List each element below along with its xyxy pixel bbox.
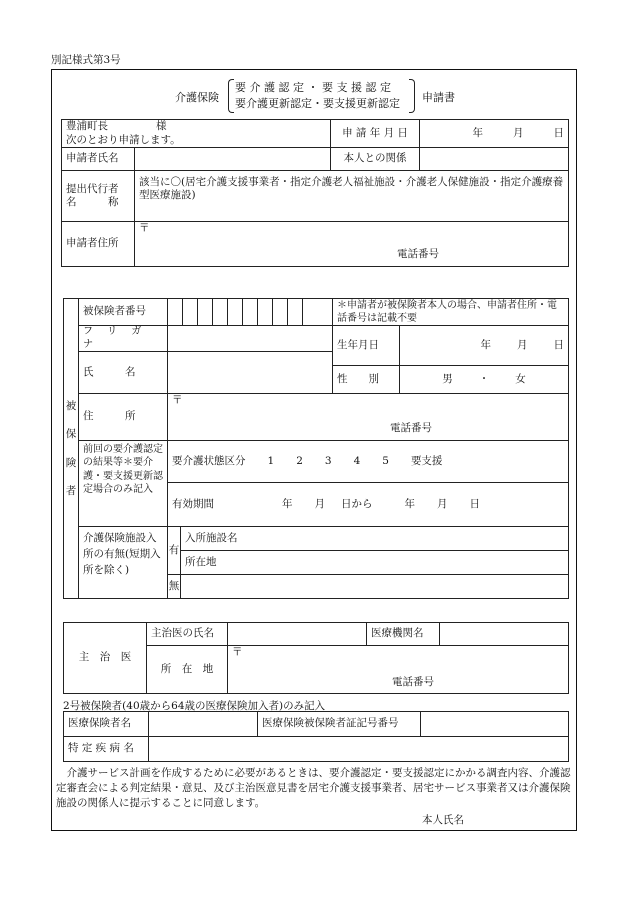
facility-name-label[interactable]: 入所施設名 bbox=[181, 527, 569, 551]
proxy-label: 提出代行者 名 称 bbox=[62, 171, 135, 222]
applicant-name-label: 申請者氏名 bbox=[62, 148, 135, 171]
sama: 様 bbox=[156, 120, 167, 133]
doctor-label: 主 治 医 bbox=[64, 623, 147, 694]
institution-label: 医療機関名 bbox=[367, 623, 440, 646]
period-field[interactable]: 有効期間 年 月 日から 年 月 日 bbox=[168, 483, 569, 527]
facility-addr-label[interactable]: 所在地 bbox=[181, 551, 569, 575]
insured-table bbox=[63, 298, 569, 599]
applicant-table bbox=[61, 119, 569, 267]
title-option-2: 要介護更新認定・要支援更新認定 bbox=[235, 97, 400, 110]
doctor-addr-label: 所 在 地 bbox=[147, 646, 228, 694]
date-label: 申 請 年 月 日 bbox=[331, 120, 420, 148]
form-number: 別記様式第3号 bbox=[51, 54, 121, 66]
title-option-1: 要 介 護 認 定 ・ 要 支 援 認 定 bbox=[235, 81, 391, 94]
intro-text: 次のとおり申請します。 bbox=[66, 133, 181, 146]
type2-table bbox=[63, 711, 569, 762]
furigana-label: フ リ ガ ナ bbox=[79, 326, 168, 352]
signature-label: 本人氏名 bbox=[422, 814, 464, 826]
date-field[interactable]: 年 月 日 bbox=[420, 120, 569, 148]
phone-label: 電話番号 bbox=[397, 248, 439, 260]
prev-result-label: 前回の要介護認定の結果等＊要介護・要支援更新認定場合のみ記入 bbox=[79, 441, 168, 527]
sex-label: 性 別 bbox=[333, 366, 400, 394]
insured-name-label: 氏 名 bbox=[79, 352, 168, 394]
card-label: 医療保険被保険者証記号番号 bbox=[258, 712, 421, 737]
doctor-addr-field[interactable]: 〒 電話番号 bbox=[228, 646, 569, 694]
mayor: 豊浦町長 bbox=[66, 120, 108, 133]
applicant-address-label: 申請者住所 bbox=[62, 222, 135, 267]
title-prefix: 介護保険 bbox=[175, 91, 219, 104]
applicant-address-field[interactable] bbox=[135, 222, 569, 267]
insured-name-field[interactable] bbox=[168, 352, 333, 394]
doctor-table bbox=[63, 622, 569, 694]
insured-number-boxes[interactable] bbox=[168, 299, 333, 326]
birth-field[interactable]: 年 月 日 bbox=[400, 326, 569, 366]
insured-number-label: 被保険者番号 bbox=[79, 299, 168, 326]
facility-label: 介護保険施設入所の有無(短期入所を除く) bbox=[79, 527, 168, 599]
proxy-text[interactable]: 該当に〇(居宅介護支援事業者・指定介護老人福祉施設・介護老人保健施設・指定介護療養型医療施設) bbox=[135, 171, 569, 222]
sex-field[interactable]: 男 ・ 女 bbox=[400, 366, 569, 394]
insured-address-label: 住 所 bbox=[79, 394, 168, 441]
postal-mark: 〒 bbox=[139, 222, 150, 234]
institution-field[interactable] bbox=[440, 623, 569, 646]
facility-yes[interactable]: 有 bbox=[168, 527, 181, 575]
doctor-name-label: 主治医の氏名 bbox=[147, 623, 228, 646]
insured-side-label: 被 保 険 者 bbox=[64, 299, 79, 599]
insurer-field[interactable] bbox=[149, 712, 258, 737]
title-suffix: 申請書 bbox=[422, 91, 455, 104]
furigana-field[interactable] bbox=[168, 326, 333, 352]
card-field[interactable] bbox=[421, 712, 569, 737]
facility-no[interactable]: 無 bbox=[168, 575, 181, 599]
insured-address-field[interactable]: 〒 電話番号 bbox=[168, 394, 569, 441]
insurer-label: 医療保険者名 bbox=[64, 712, 149, 737]
disease-label: 特 定 疾 病 名 bbox=[64, 737, 149, 762]
facility-none-field[interactable] bbox=[181, 575, 569, 599]
type2-note: 2号被保険者(40歳から64歳の医療保険加入者)のみ記入 bbox=[63, 700, 326, 712]
doctor-name-field[interactable] bbox=[228, 623, 367, 646]
disease-field[interactable] bbox=[149, 737, 569, 762]
birth-label: 生年月日 bbox=[333, 326, 400, 366]
relation-label: 本人との関係 bbox=[331, 148, 420, 171]
insured-note: ＊申請者が被保険者本人の場合、申請者住所・電話番号は記載不要 bbox=[333, 299, 569, 326]
relation-field[interactable] bbox=[420, 148, 569, 171]
mayor-cell bbox=[62, 120, 331, 148]
applicant-name-field[interactable] bbox=[135, 148, 331, 171]
consent-text: 介護サービス計画を作成するために必要があるときは、要介護認定・要支援認定にかかる調査内容、介護認定審査会による判定結果・意見、及び主治医意見書を居宅介護支援事業者、居宅サービス事業者又は介護保険施設の関係人に提示することに同意します。 bbox=[56, 767, 571, 809]
level-field[interactable]: 要介護状態区分 1 2 3 4 5 要支援 bbox=[168, 441, 569, 483]
